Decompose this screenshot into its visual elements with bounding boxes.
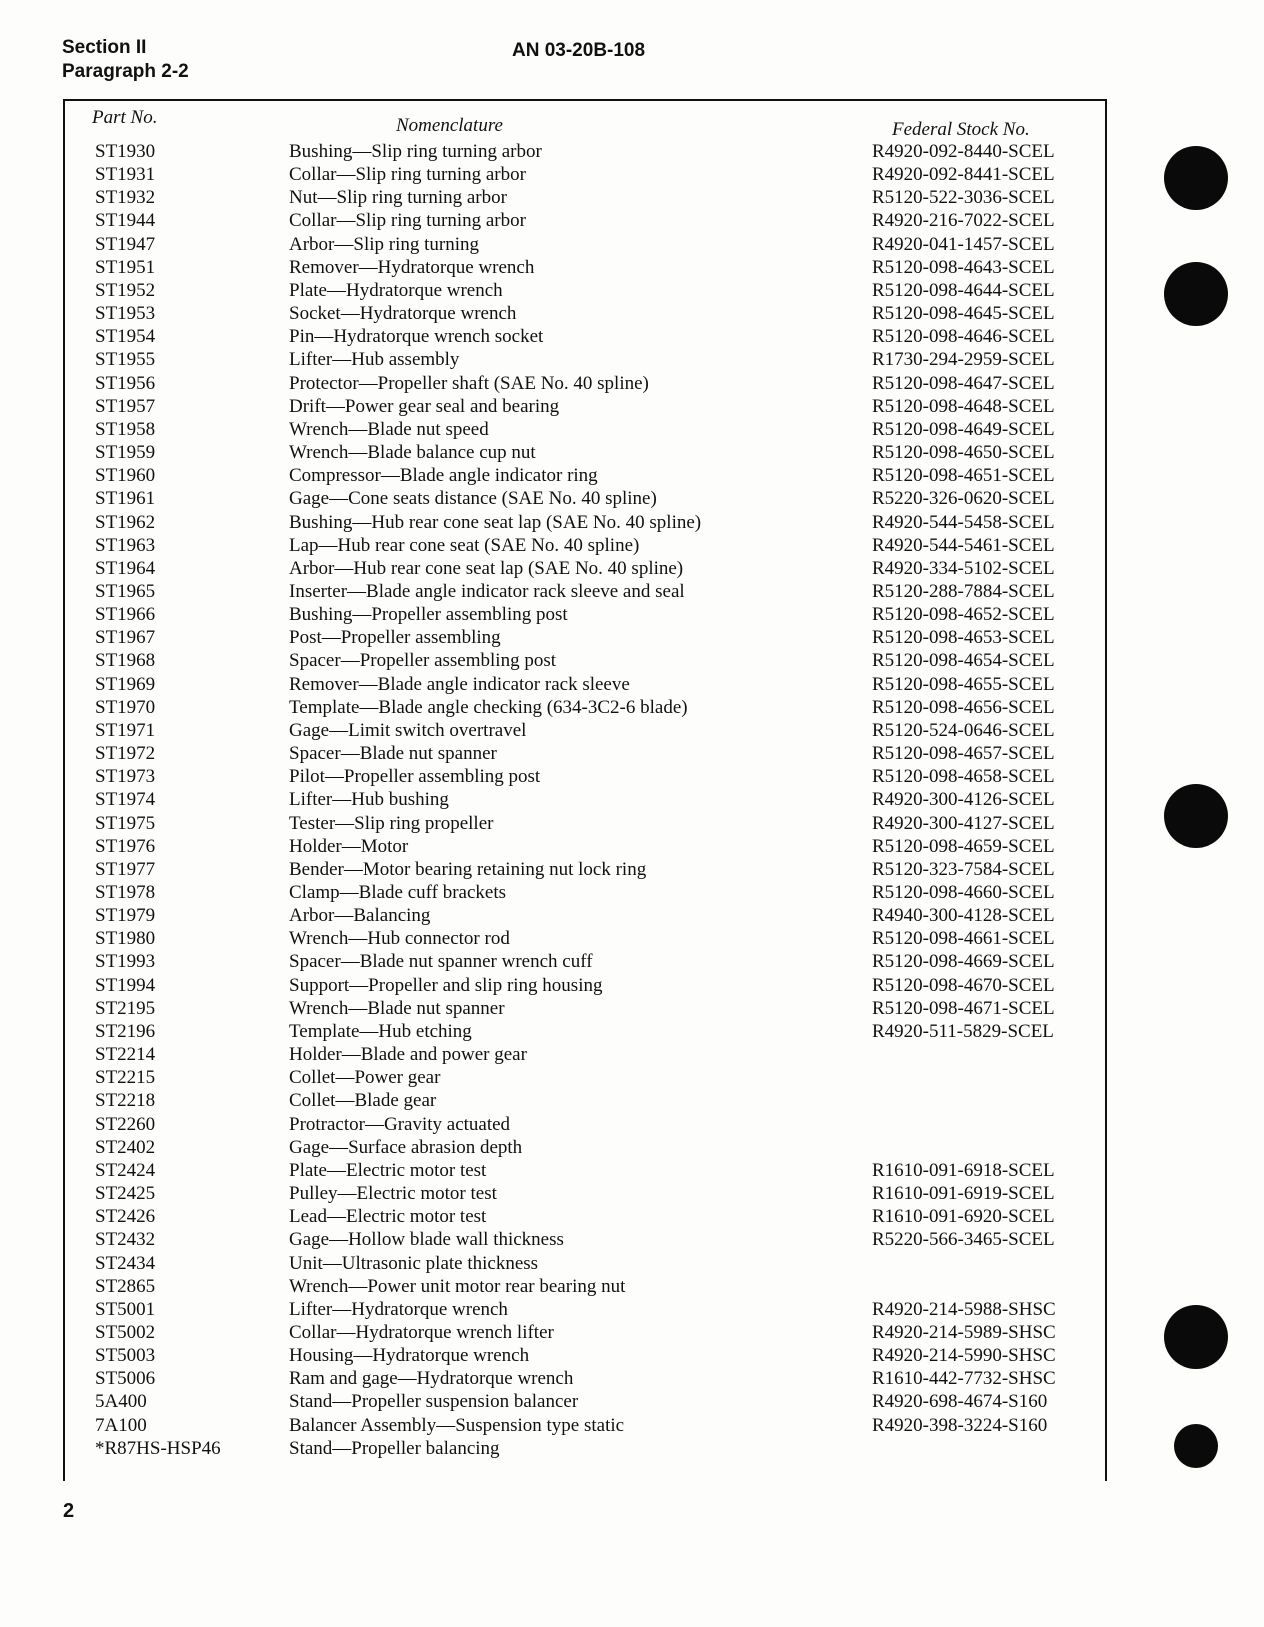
- nomenclature: Inserter—Blade angle indicator rack sleeve and seal: [289, 580, 685, 602]
- table-row: [0, 1298, 1264, 1321]
- federal-stock-number: R5120-098-4670-SCEL: [872, 974, 1055, 996]
- nomenclature: Protector—Propeller shaft (SAE No. 40 spline): [289, 372, 649, 394]
- binder-hole: [1164, 262, 1228, 326]
- part-number: ST1973: [95, 766, 156, 788]
- nomenclature: Arbor—Balancing: [289, 905, 431, 927]
- nomenclature: Bushing—Propeller assembling post: [289, 604, 568, 626]
- federal-stock-number: R5120-288-7884-SCEL: [872, 580, 1055, 602]
- federal-stock-number: R5120-098-4671-SCEL: [872, 997, 1055, 1019]
- nomenclature: Gage—Hollow blade wall thickness: [289, 1229, 564, 1251]
- federal-stock-number: R1610-091-6920-SCEL: [872, 1206, 1055, 1228]
- federal-stock-number: R4920-214-5988-SHSC: [872, 1298, 1056, 1320]
- federal-stock-number: R5120-323-7584-SCEL: [872, 858, 1055, 880]
- nomenclature: Bender—Motor bearing retaining nut lock ring: [289, 858, 647, 880]
- part-number: ST1975: [95, 812, 156, 834]
- document-number: AN 03-20B-108: [512, 40, 646, 61]
- table-row: [0, 348, 1264, 371]
- federal-stock-number: R5120-098-4649-SCEL: [872, 418, 1055, 440]
- part-number: ST1958: [95, 418, 156, 440]
- nomenclature: Housing—Hydratorque wrench: [289, 1345, 530, 1367]
- federal-stock-number: R1610-442-7732-SHSC: [872, 1368, 1056, 1390]
- page-number: 2: [63, 1500, 75, 1522]
- part-number: ST2432: [95, 1229, 156, 1251]
- federal-stock-number: R4920-511-5829-SCEL: [872, 1020, 1054, 1042]
- part-number: ST1931: [95, 164, 156, 186]
- table-row: [0, 626, 1264, 649]
- nomenclature: Holder—Blade and power gear: [289, 1044, 527, 1066]
- table-row: [0, 1344, 1264, 1367]
- part-number: ST1969: [95, 673, 156, 695]
- table-row: [0, 418, 1264, 441]
- table-row: [0, 580, 1264, 603]
- nomenclature: Gage—Cone seats distance (SAE No. 40 spline): [289, 488, 657, 510]
- table-row: [0, 1321, 1264, 1344]
- federal-stock-number: R1730-294-2959-SCEL: [872, 349, 1055, 371]
- federal-stock-number: R5120-098-4646-SCEL: [872, 326, 1055, 348]
- column-header-stock-no: Federal Stock No.: [892, 119, 1030, 140]
- part-number: ST2260: [95, 1113, 156, 1135]
- part-number: ST1994: [95, 974, 156, 996]
- part-number: ST2215: [95, 1067, 156, 1089]
- table-row: [0, 441, 1264, 464]
- federal-stock-number: R4920-334-5102-SCEL: [872, 557, 1055, 579]
- federal-stock-number: R5120-098-4651-SCEL: [872, 465, 1055, 487]
- part-number: ST1957: [95, 395, 156, 417]
- nomenclature: Collet—Blade gear: [289, 1090, 437, 1112]
- federal-stock-number: R5220-326-0620-SCEL: [872, 488, 1055, 510]
- table-row: [0, 1159, 1264, 1182]
- table-row: [0, 603, 1264, 626]
- table-row: [0, 927, 1264, 950]
- part-number: ST1978: [95, 882, 156, 903]
- part-number: ST2402: [95, 1136, 156, 1158]
- binder-hole: [1164, 784, 1228, 848]
- table-row: [0, 1089, 1264, 1112]
- table-row: [0, 464, 1264, 487]
- part-number: ST1972: [95, 743, 156, 765]
- table-row: [0, 1066, 1264, 1089]
- nomenclature: Arbor—Slip ring turning: [289, 233, 479, 255]
- table-row: [0, 997, 1264, 1020]
- table-row: [0, 302, 1264, 325]
- nomenclature: Compressor—Blade angle indicator ring: [289, 465, 598, 487]
- table-row: [0, 209, 1264, 232]
- federal-stock-number: R5120-098-4647-SCEL: [872, 372, 1055, 394]
- table-row: [0, 742, 1264, 765]
- nomenclature: Lifter—Hub bushing: [289, 789, 449, 811]
- part-number: ST1993: [95, 951, 156, 973]
- part-number: ST1963: [95, 534, 156, 556]
- part-number: ST1962: [95, 511, 156, 533]
- nomenclature: Gage—Surface abrasion depth: [289, 1136, 523, 1158]
- federal-stock-number: R5120-098-4659-SCEL: [872, 835, 1055, 857]
- nomenclature: Support—Propeller and slip ring housing: [289, 974, 603, 996]
- part-number: ST2424: [95, 1159, 156, 1181]
- table-row: [0, 719, 1264, 742]
- nomenclature: Bushing—Slip ring turning arbor: [289, 141, 542, 162]
- table-row: [0, 835, 1264, 858]
- nomenclature: Stand—Propeller suspension balancer: [289, 1391, 579, 1413]
- federal-stock-number: R5220-566-3465-SCEL: [872, 1229, 1055, 1251]
- table-row: [0, 1113, 1264, 1136]
- table-row: [0, 186, 1264, 209]
- nomenclature: Socket—Hydratorque wrench: [289, 303, 517, 325]
- table-row: [0, 1275, 1264, 1298]
- part-number: ST1965: [95, 580, 156, 602]
- table-row: [0, 1043, 1264, 1066]
- federal-stock-number: R4920-398-3224-S160: [872, 1414, 1048, 1436]
- nomenclature: Stand—Propeller balancing: [289, 1437, 500, 1459]
- federal-stock-number: R5120-098-4655-SCEL: [872, 673, 1055, 695]
- part-number: ST2195: [95, 997, 156, 1019]
- nomenclature: Balancer Assembly—Suspension type static: [289, 1414, 625, 1436]
- federal-stock-number: R5120-098-4645-SCEL: [872, 303, 1055, 325]
- nomenclature: Bushing—Hub rear cone seat lap (SAE No. 40 spline): [289, 511, 702, 533]
- nomenclature: Pin—Hydratorque wrench socket: [289, 326, 544, 348]
- part-number: ST1977: [95, 858, 156, 880]
- table-row: [0, 881, 1264, 904]
- binder-hole: [1174, 1424, 1218, 1468]
- federal-stock-number: R5120-098-4658-SCEL: [872, 766, 1055, 788]
- nomenclature: Collar—Hydratorque wrench lifter: [289, 1321, 554, 1343]
- table-row: [0, 950, 1264, 973]
- table-row: [0, 1205, 1264, 1228]
- federal-stock-number: R5120-098-4643-SCEL: [872, 256, 1055, 278]
- part-number: ST1959: [95, 442, 156, 464]
- nomenclature: Pulley—Electric motor test: [289, 1183, 497, 1205]
- table-row: [0, 1437, 1264, 1460]
- nomenclature: Ram and gage—Hydratorque wrench: [289, 1368, 574, 1390]
- nomenclature: Lead—Electric motor test: [289, 1206, 487, 1228]
- table-row: [0, 395, 1264, 418]
- nomenclature: Arbor—Hub rear cone seat lap (SAE No. 40 spline): [289, 557, 684, 579]
- part-number: ST2426: [95, 1206, 156, 1228]
- federal-stock-number: R4920-216-7022-SCEL: [872, 210, 1055, 232]
- nomenclature: Gage—Limit switch overtravel: [289, 719, 527, 741]
- nomenclature: Template—Blade angle checking (634-3C2-6 blade): [289, 696, 688, 718]
- federal-stock-number: R5120-524-0646-SCEL: [872, 719, 1055, 741]
- federal-stock-number: R4920-214-5990-SHSC: [872, 1345, 1056, 1367]
- nomenclature: Collar—Slip ring turning arbor: [289, 164, 526, 186]
- nomenclature: Lifter—Hydratorque wrench: [289, 1298, 508, 1320]
- federal-stock-number: R5120-098-4660-SCEL: [872, 882, 1055, 903]
- part-number: ST2214: [95, 1044, 156, 1066]
- binder-hole: [1164, 146, 1228, 210]
- nomenclature: Plate—Electric motor test: [289, 1159, 487, 1181]
- federal-stock-number: R4920-092-8441-SCEL: [872, 164, 1055, 186]
- table-row: [0, 487, 1264, 510]
- table-row: [0, 696, 1264, 719]
- federal-stock-number: R1610-091-6919-SCEL: [872, 1183, 1055, 1205]
- table-row: [0, 904, 1264, 927]
- federal-stock-number: R5120-098-4654-SCEL: [872, 650, 1055, 672]
- nomenclature: Lap—Hub rear cone seat (SAE No. 40 spline): [289, 534, 640, 556]
- part-number: ST1956: [95, 372, 156, 394]
- nomenclature: Wrench—Blade balance cup nut: [289, 442, 536, 464]
- table-row: [0, 511, 1264, 534]
- nomenclature: Protractor—Gravity actuated: [289, 1113, 511, 1135]
- table-row: [0, 812, 1264, 835]
- nomenclature: Holder—Motor: [289, 835, 409, 857]
- part-number: ST2865: [95, 1275, 156, 1297]
- part-number: ST1960: [95, 465, 156, 487]
- federal-stock-number: R5120-098-4644-SCEL: [872, 279, 1055, 301]
- table-row: [0, 673, 1264, 696]
- nomenclature: Remover—Hydratorque wrench: [289, 256, 535, 278]
- part-number: ST1951: [95, 256, 156, 278]
- nomenclature: Wrench—Power unit motor rear bearing nut: [289, 1275, 626, 1297]
- nomenclature: Plate—Hydratorque wrench: [289, 279, 503, 301]
- column-header-part-no: Part No.: [92, 107, 158, 128]
- nomenclature: Spacer—Propeller assembling post: [289, 650, 557, 672]
- nomenclature: Template—Hub etching: [289, 1020, 472, 1042]
- table-row: [0, 557, 1264, 580]
- table-row: [0, 325, 1264, 348]
- part-number: ST1932: [95, 187, 156, 209]
- federal-stock-number: R4920-092-8440-SCEL: [872, 141, 1055, 162]
- nomenclature: Wrench—Hub connector rod: [289, 928, 510, 950]
- nomenclature: Tester—Slip ring propeller: [289, 812, 494, 834]
- section-label: Section II: [62, 37, 147, 58]
- table-row: [0, 140, 1264, 163]
- federal-stock-number: R5120-098-4669-SCEL: [872, 951, 1055, 973]
- federal-stock-number: R4920-300-4126-SCEL: [872, 789, 1055, 811]
- nomenclature: Remover—Blade angle indicator rack sleeve: [289, 673, 630, 695]
- part-number: ST2196: [95, 1020, 156, 1042]
- table-row: [0, 1020, 1264, 1043]
- table-row: [0, 1390, 1264, 1413]
- table-row: [0, 1182, 1264, 1205]
- part-number: ST1974: [95, 789, 156, 811]
- table-row: [0, 649, 1264, 672]
- part-number: ST1971: [95, 719, 156, 741]
- nomenclature: Spacer—Blade nut spanner wrench cuff: [289, 951, 593, 973]
- federal-stock-number: R5120-098-4650-SCEL: [872, 442, 1055, 464]
- part-number: ST2218: [95, 1090, 156, 1112]
- federal-stock-number: R4940-300-4128-SCEL: [872, 905, 1055, 927]
- table-row: [0, 1136, 1264, 1159]
- table-row: [0, 233, 1264, 256]
- part-number: ST1944: [95, 210, 156, 232]
- section-heading: [62, 36, 189, 84]
- nomenclature: Drift—Power gear seal and bearing: [289, 395, 560, 417]
- federal-stock-number: R1610-091-6918-SCEL: [872, 1159, 1055, 1181]
- part-number: ST1930: [95, 141, 156, 162]
- table-row: [0, 1414, 1264, 1437]
- federal-stock-number: R5120-098-4653-SCEL: [872, 627, 1055, 649]
- part-number: ST1970: [95, 696, 156, 718]
- table-row: [0, 163, 1264, 186]
- federal-stock-number: R5120-098-4656-SCEL: [872, 696, 1055, 718]
- part-number: ST1953: [95, 303, 156, 325]
- column-header-nomenclature: Nomenclature: [396, 115, 503, 136]
- table-row: [0, 765, 1264, 788]
- paragraph-label: Paragraph 2-2: [62, 61, 189, 82]
- part-number: *R87HS-HSP46: [95, 1437, 221, 1459]
- federal-stock-number: R5120-098-4661-SCEL: [872, 928, 1055, 950]
- nomenclature: Lifter—Hub assembly: [289, 349, 460, 371]
- table-row: [0, 1228, 1264, 1251]
- part-number: 5A400: [95, 1391, 147, 1413]
- table-row: [0, 1252, 1264, 1275]
- part-number: ST1976: [95, 835, 156, 857]
- table-row: [0, 858, 1264, 881]
- part-number: ST1968: [95, 650, 156, 672]
- part-number: ST1955: [95, 349, 156, 371]
- table-row: [0, 279, 1264, 302]
- nomenclature: Wrench—Blade nut spanner: [289, 997, 505, 1019]
- federal-stock-number: R5120-098-4648-SCEL: [872, 395, 1055, 417]
- nomenclature: Pilot—Propeller assembling post: [289, 766, 541, 788]
- part-number: ST1954: [95, 326, 156, 348]
- nomenclature: Collet—Power gear: [289, 1067, 441, 1089]
- part-number: ST5002: [95, 1321, 156, 1343]
- part-number: ST2425: [95, 1183, 156, 1205]
- table-row: [0, 1367, 1264, 1390]
- part-number: ST5006: [95, 1368, 156, 1390]
- table-row: [0, 256, 1264, 279]
- part-number: ST1966: [95, 604, 156, 626]
- part-number: ST2434: [95, 1252, 156, 1274]
- federal-stock-number: R4920-214-5989-SHSC: [872, 1321, 1056, 1343]
- nomenclature: Unit—Ultrasonic plate thickness: [289, 1252, 539, 1274]
- table-row: [0, 974, 1264, 997]
- part-number: ST1952: [95, 279, 156, 301]
- part-number: ST1980: [95, 928, 156, 950]
- table-row: [0, 788, 1264, 811]
- federal-stock-number: R4920-544-5461-SCEL: [872, 534, 1055, 556]
- federal-stock-number: R4920-041-1457-SCEL: [872, 233, 1055, 255]
- federal-stock-number: R5120-098-4657-SCEL: [872, 743, 1055, 765]
- nomenclature: Nut—Slip ring turning arbor: [289, 187, 507, 209]
- part-number: 7A100: [95, 1414, 147, 1436]
- part-number: ST1964: [95, 557, 156, 579]
- federal-stock-number: R4920-698-4674-S160: [872, 1391, 1048, 1413]
- federal-stock-number: R4920-300-4127-SCEL: [872, 812, 1055, 834]
- part-number: ST5003: [95, 1345, 156, 1367]
- part-number: ST1947: [95, 233, 156, 255]
- part-number: ST1967: [95, 627, 156, 649]
- federal-stock-number: R5120-522-3036-SCEL: [872, 187, 1055, 209]
- part-number: ST5001: [95, 1298, 156, 1320]
- nomenclature: Spacer—Blade nut spanner: [289, 743, 497, 765]
- table-row: [0, 372, 1264, 395]
- binder-hole: [1164, 1305, 1228, 1369]
- part-number: ST1979: [95, 905, 156, 927]
- nomenclature: Collar—Slip ring turning arbor: [289, 210, 526, 232]
- table-row: [0, 534, 1264, 557]
- parts-table: [0, 140, 1264, 1460]
- federal-stock-number: R5120-098-4652-SCEL: [872, 604, 1055, 626]
- nomenclature: Clamp—Blade cuff brackets: [289, 882, 507, 903]
- nomenclature: Wrench—Blade nut speed: [289, 418, 489, 440]
- part-number: ST1961: [95, 488, 156, 510]
- nomenclature: Post—Propeller assembling: [289, 627, 501, 649]
- federal-stock-number: R4920-544-5458-SCEL: [872, 511, 1055, 533]
